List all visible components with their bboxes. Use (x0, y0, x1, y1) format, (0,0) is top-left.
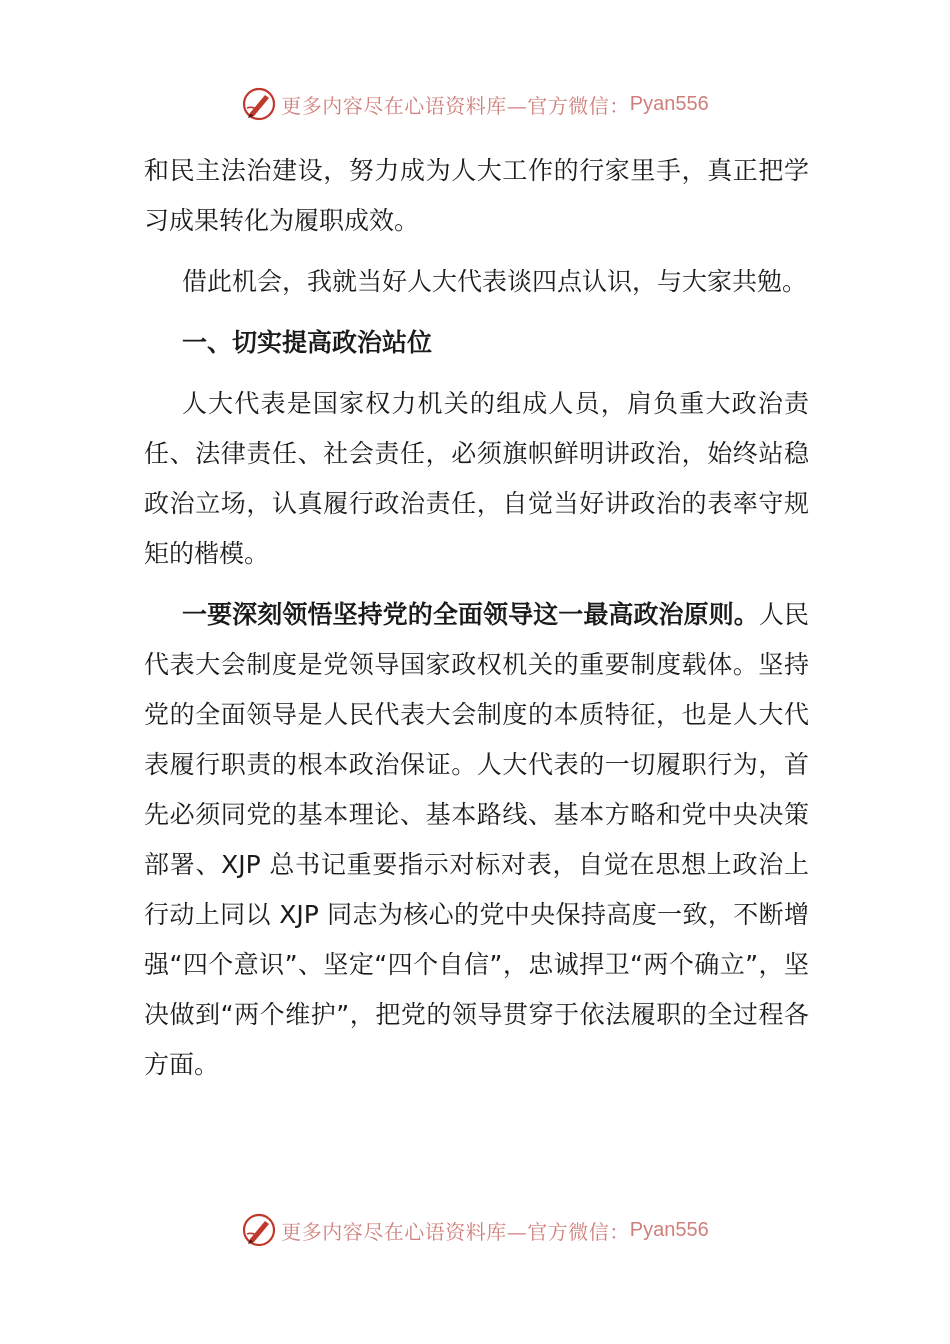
paragraph-4-lead: 一要深刻领悟坚持党的全面领导这一最高政治原则。 (182, 600, 759, 629)
paragraph-2: 借此机会，我就当好人大代表谈四点认识，与大家共勉。 (182, 267, 808, 296)
paragraph-4 (144, 590, 809, 1090)
footer-banner (0, 1208, 950, 1252)
document-body (144, 146, 809, 1090)
footer-banner-text: 更多内容尽在心语资料库—官方微信： (281, 1219, 630, 1244)
paragraph-3: 人大代表是国家权力机关的组成人员，肩负重大政治责任、法律责任、社会责任，必须旗帜鲜明讲政治，始终站稳政治立场，认真履行政治责任，自觉当好讲政治的表率守规矩的楷模。 (144, 389, 809, 568)
section-heading-1: 一、切实提高政治站位 (182, 328, 433, 357)
pen-logo-icon (241, 1212, 277, 1248)
footer-banner-code: Pyan556 (629, 1218, 709, 1241)
header-banner (0, 82, 950, 126)
paragraph-4-body: 人民代表大会制度是党领导国家政权机关的重要制度载体。坚持党的全面领导是人民代表大会制度的本质特征，也是人大代表履行职责的根本政治保证。人大代表的一切履职行为，首先必须同党的基本理论、基本路线、基本方略和党中央决策部署、XJP 总书记重要指示对标对表，自觉在思想上政治上行动上同以 XJP 同志为核心的党中央保持高度一致，不断增强“四个意识”、坚定“四个自信”，忠诚捍卫“两个确立”，坚决做到“两个维护”，把党的领导贯穿于依法履职的全过程各方面。 (144, 600, 809, 1079)
header-banner-code: Pyan556 (629, 92, 709, 115)
header-banner-text: 更多内容尽在心语资料库—官方微信： (281, 93, 630, 118)
pen-logo-icon (241, 86, 277, 122)
paragraph-1: 和民主法治建设，努力成为人大工作的行家里手，真正把学习成果转化为履职成效。 (144, 156, 809, 235)
